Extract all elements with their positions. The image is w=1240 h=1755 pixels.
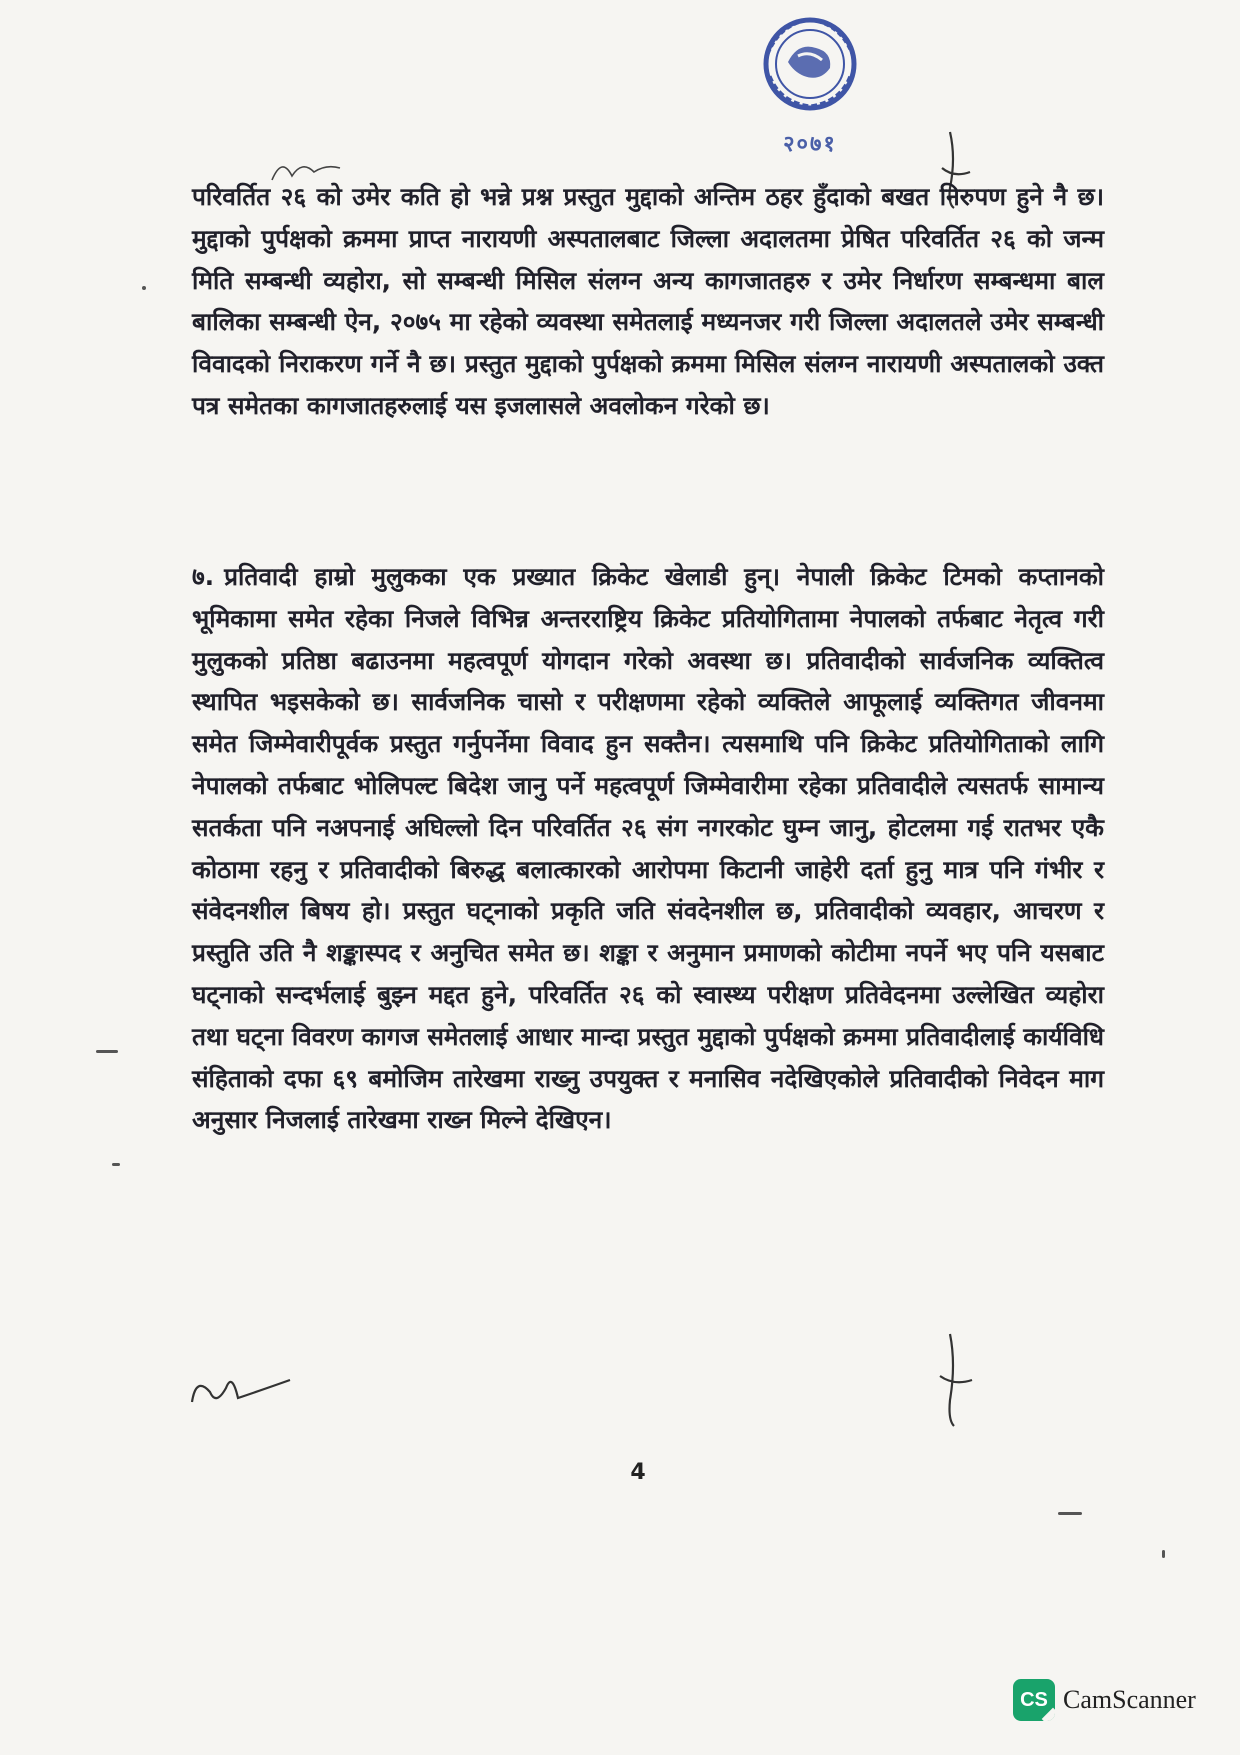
- scan-speck: [1058, 1512, 1082, 1515]
- scan-speck: [112, 1163, 120, 1166]
- camscanner-logo: CS: [1013, 1679, 1055, 1721]
- paragraph-number: ७.: [192, 562, 215, 591]
- signature-bottom-right: [922, 1330, 982, 1430]
- court-seal-icon: [740, 6, 880, 146]
- scan-speck: [96, 1050, 118, 1053]
- camscanner-watermark: [1013, 1678, 1196, 1722]
- paragraph-7: [192, 556, 1104, 1141]
- scan-speck: [1162, 1550, 1165, 1558]
- court-seal: [740, 6, 880, 157]
- camscanner-text: CamScanner: [1063, 1685, 1196, 1714]
- seal-year: २०७१: [783, 132, 837, 157]
- paragraph-text: परिवर्तित २६ को उमेर कति हो भन्ने प्रश्न प्रस्तुत मुद्दाको अन्तिम ठहर हुँदाको बखत निरुपण हुने नै छ। मुद्दाको पुर्पक्षको क्रममा प्राप्त नारायणी अस्पतालबाट जिल्ला अदालतमा प्रेषित परिवर्तित २६ को जन्म मिति सम्बन्धी व्यहोरा, सो सम्बन्धी मिसिल संलग्न अन्य कागजातहरु र उमेर निर्धारण सम्बन्धमा बाल बालिका सम्बन्धी ऐन, २०७५ मा रहेको व्यवस्था समेतलाई मध्यनजर गरी जिल्ला अदालतले उमेर सम्बन्धी विवादको निराकरण गर्ने नै छ। प्रस्तुत मुद्दाको पुर्पक्षको क्रममा मिसिल संलग्न नारायणी अस्पतालको उक्त पत्र समेतका कागजातहरुलाई यस इजलासले अवलोकन गरेको छ।: [192, 182, 1104, 420]
- scan-speck: [142, 286, 146, 290]
- paragraph-text: प्रतिवादी हाम्रो मुलुकका एक प्रख्यात क्रिकेट खेलाडी हुन्। नेपाली क्रिकेट टिमको कप्तानको भूमिकामा समेत रहेका निजले विभिन्न अन्तरराष्ट्रिय क्रिकेट प्रतियोगितामा नेपालको तर्फबाट नेतृत्व गरी मुलुकको प्रतिष्ठा बढाउनमा महत्वपूर्ण योगदान गरेको अवस्था छ। प्रतिवादीको सार्वजनिक व्यक्तित्व स्थापित भइसकेको छ। सार्वजनिक चासो र परीक्षणमा रहेको व्यक्तिले आफूलाई व्यक्तिगत जीवनमा समेत जिम्मेवारीपूर्वक प्रस्तुत गर्नुपर्नेमा विवाद हुन सक्तैन। त्यसमाथि पनि क्रिकेट प्रतियोगिताको लागि नेपालको तर्फबाट भोलिपल्ट बिदेश जानु पर्ने महत्वपूर्ण जिम्मेवारीमा रहेका प्रतिवादीले त्यसतर्फ सामान्य सतर्कता पनि नअपनाई अघिल्लो दिन परिवर्तित २६ संग नगरकोट घुम्न जानु, होटलमा गई रातभर एकै कोठामा रहनु र प्रतिवादीको बिरुद्ध बलात्कारको आरोपमा किटानी जाहेरी दर्ता हुनु मात्र पनि गंभीर र संवेदनशील बिषय हो। प्रस्तुत घट्नाको प्रकृति जति संवदेनशील छ, प्रतिवादीको व्यवहार, आचरण र प्रस्तुति उति नै शङ्कास्पद र अनुचित समेत छ। शङ्का र अनुमान प्रमाणको कोटीमा नपर्ने भए पनि यसबाट घट्नाको सन्दर्भलाई बुझ्न मद्दत हुने, परिवर्तित २६ को स्वास्थ्य परीक्षण प्रतिवेदनमा उल्लेखित व्यहोरा तथा घट्ना विवरण कागज समेतलाई आधार मान्दा प्रस्तुत मुद्दाको पुर्पक्षको क्रममा प्रतिवादीलाई कार्यविधि संहिताको दफा ६९ बमोजिम तारेखमा राख्नु उपयुक्त र मनासिव नदेखिएकोले प्रतिवादीको निवेदन माग अनुसार निजलाई तारेखमा राख्न मिल्ने देखिएन।: [192, 562, 1104, 1135]
- page-number: 4: [630, 1460, 646, 1485]
- paragraph-continued: [192, 176, 1104, 427]
- signature-bottom-left: [186, 1362, 296, 1412]
